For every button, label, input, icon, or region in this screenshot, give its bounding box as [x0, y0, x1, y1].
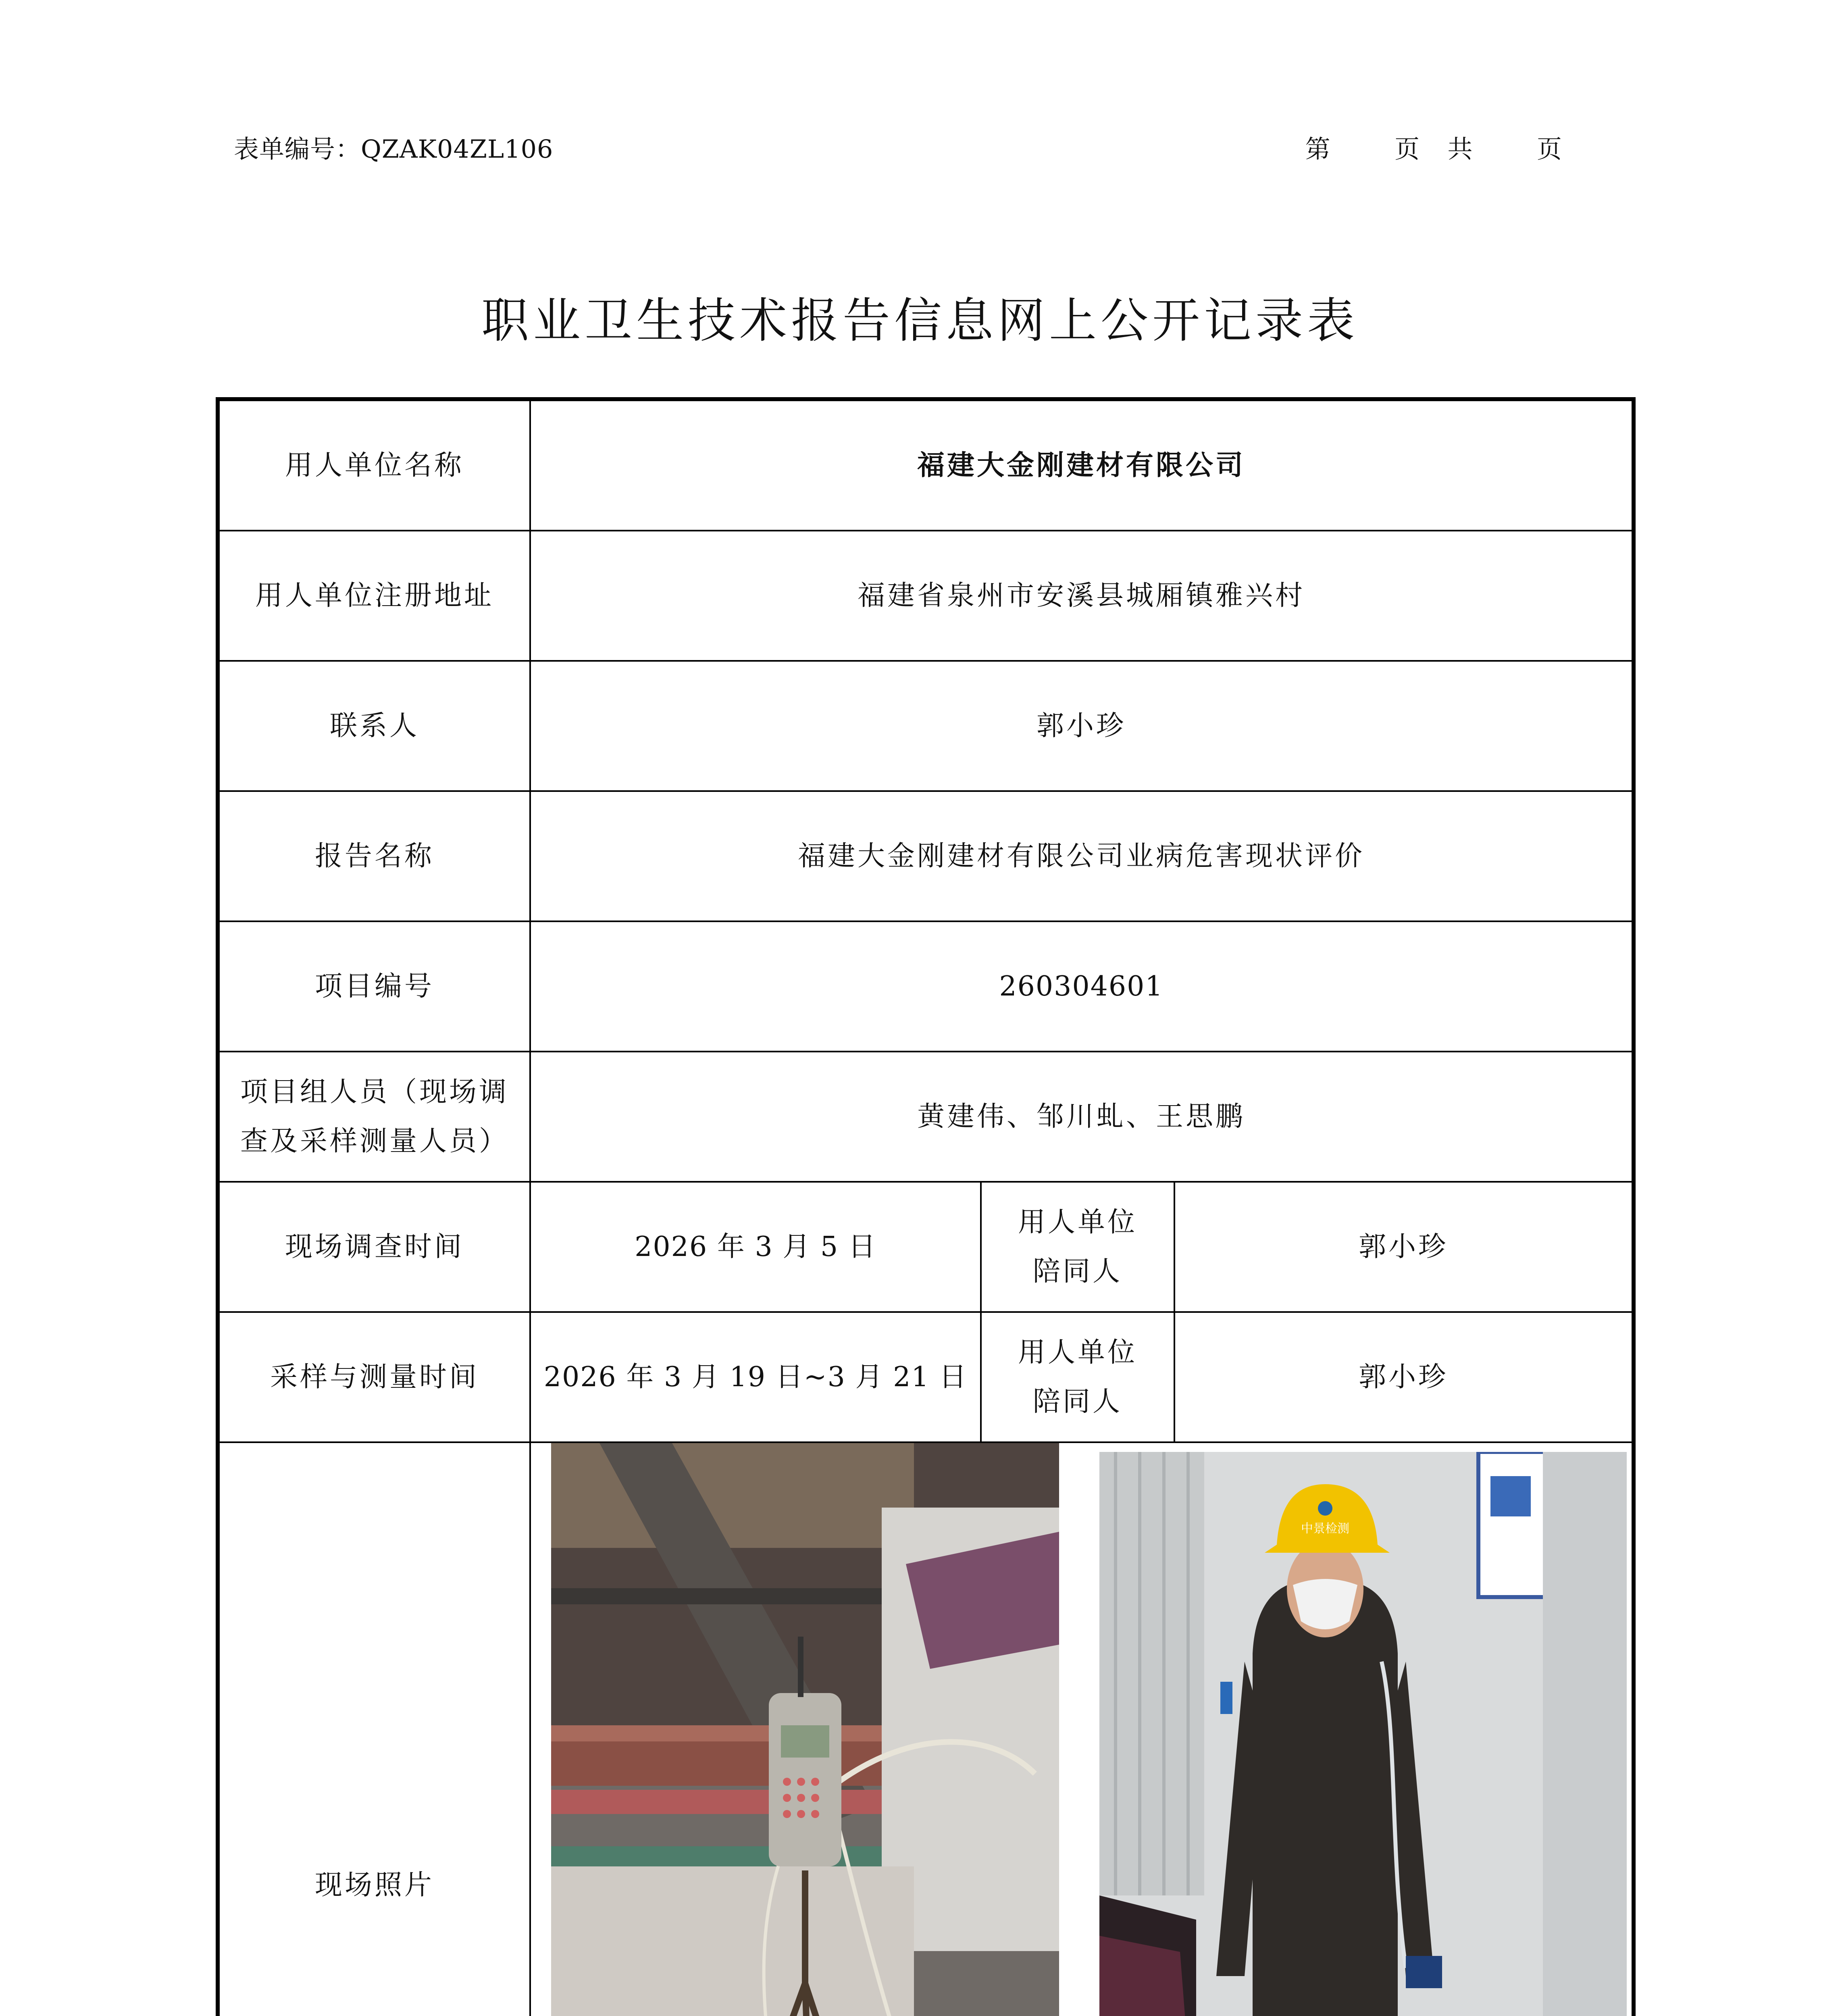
row-photos [220, 1443, 1632, 2016]
team-members-label [220, 1052, 531, 1181]
row-project-number [220, 922, 1632, 1052]
contact-label: 联系人 [220, 662, 531, 790]
sampling-time-value: 2026 年 3 月 19 日~3 月 21 日 [531, 1313, 982, 1441]
page-info-ye2: 页 [1536, 134, 1562, 164]
page-info-ye: 页 [1395, 134, 1420, 164]
survey-companion-label-line2: 陪同人 [1032, 1255, 1122, 1287]
employer-name-value: 福建大金刚建材有限公司 [917, 449, 1245, 481]
survey-companion-label-line1: 用人单位 [1018, 1206, 1137, 1238]
project-number-value: 260304601 [999, 970, 1164, 1002]
noise-meter-scene [551, 1443, 1059, 2016]
row-employer-address [220, 531, 1632, 662]
report-name-label: 报告名称 [220, 792, 531, 921]
site-photo-noise-meter [551, 1443, 1059, 2016]
employer-address-value: 福建省泉州市安溪县城厢镇雅兴村 [857, 579, 1305, 612]
survey-time-label: 现场调查时间 [220, 1183, 531, 1311]
project-number-label: 项目编号 [220, 922, 531, 1051]
row-survey-time [220, 1183, 1632, 1313]
report-name-value: 福建大金刚建材有限公司业病危害现状评价 [797, 840, 1365, 872]
employer-name-label: 用人单位名称 [220, 401, 531, 530]
page-info-di: 第 [1305, 134, 1330, 164]
contact-value: 郭小珍 [1036, 710, 1126, 742]
team-members-label-line2: 查及采样测量人员） [240, 1125, 509, 1157]
team-members-value: 黄建伟、邹川虬、王思鹏 [917, 1100, 1245, 1133]
sampling-companion-value: 郭小珍 [1358, 1361, 1448, 1393]
photos-label: 现场照片 [220, 1443, 531, 2016]
row-contact [220, 662, 1632, 792]
survey-companion-label [982, 1183, 1175, 1311]
sampling-companion-label-line2: 陪同人 [1032, 1385, 1122, 1418]
site-photo-worker [1099, 1452, 1627, 2016]
page-info-gong: 共 [1447, 134, 1473, 164]
survey-time-value: 2026 年 3 月 5 日 [531, 1183, 982, 1311]
row-report-name [220, 792, 1632, 922]
survey-companion-value: 郭小珍 [1358, 1231, 1448, 1263]
worker-scene [1099, 1452, 1627, 2016]
sampling-companion-label-line1: 用人单位 [1018, 1336, 1137, 1368]
row-employer-name [220, 401, 1632, 531]
row-sampling-time [220, 1313, 1632, 1443]
team-members-label-line1: 项目组人员（现场调 [240, 1076, 509, 1108]
sampling-time-label: 采样与测量时间 [220, 1313, 531, 1441]
record-table [216, 397, 1636, 2016]
sampling-companion-label [982, 1313, 1175, 1441]
helmet-logo-text: 中景检测 [1301, 1522, 1349, 1536]
row-team-members [220, 1052, 1632, 1183]
employer-address-label: 用人单位注册地址 [220, 531, 531, 660]
form-number: 表单编号：QZAK04ZL106 [234, 134, 554, 164]
page-info [1305, 129, 1562, 165]
document-title: 职业卫生技术报告信息网上公开记录表 [481, 293, 1359, 348]
